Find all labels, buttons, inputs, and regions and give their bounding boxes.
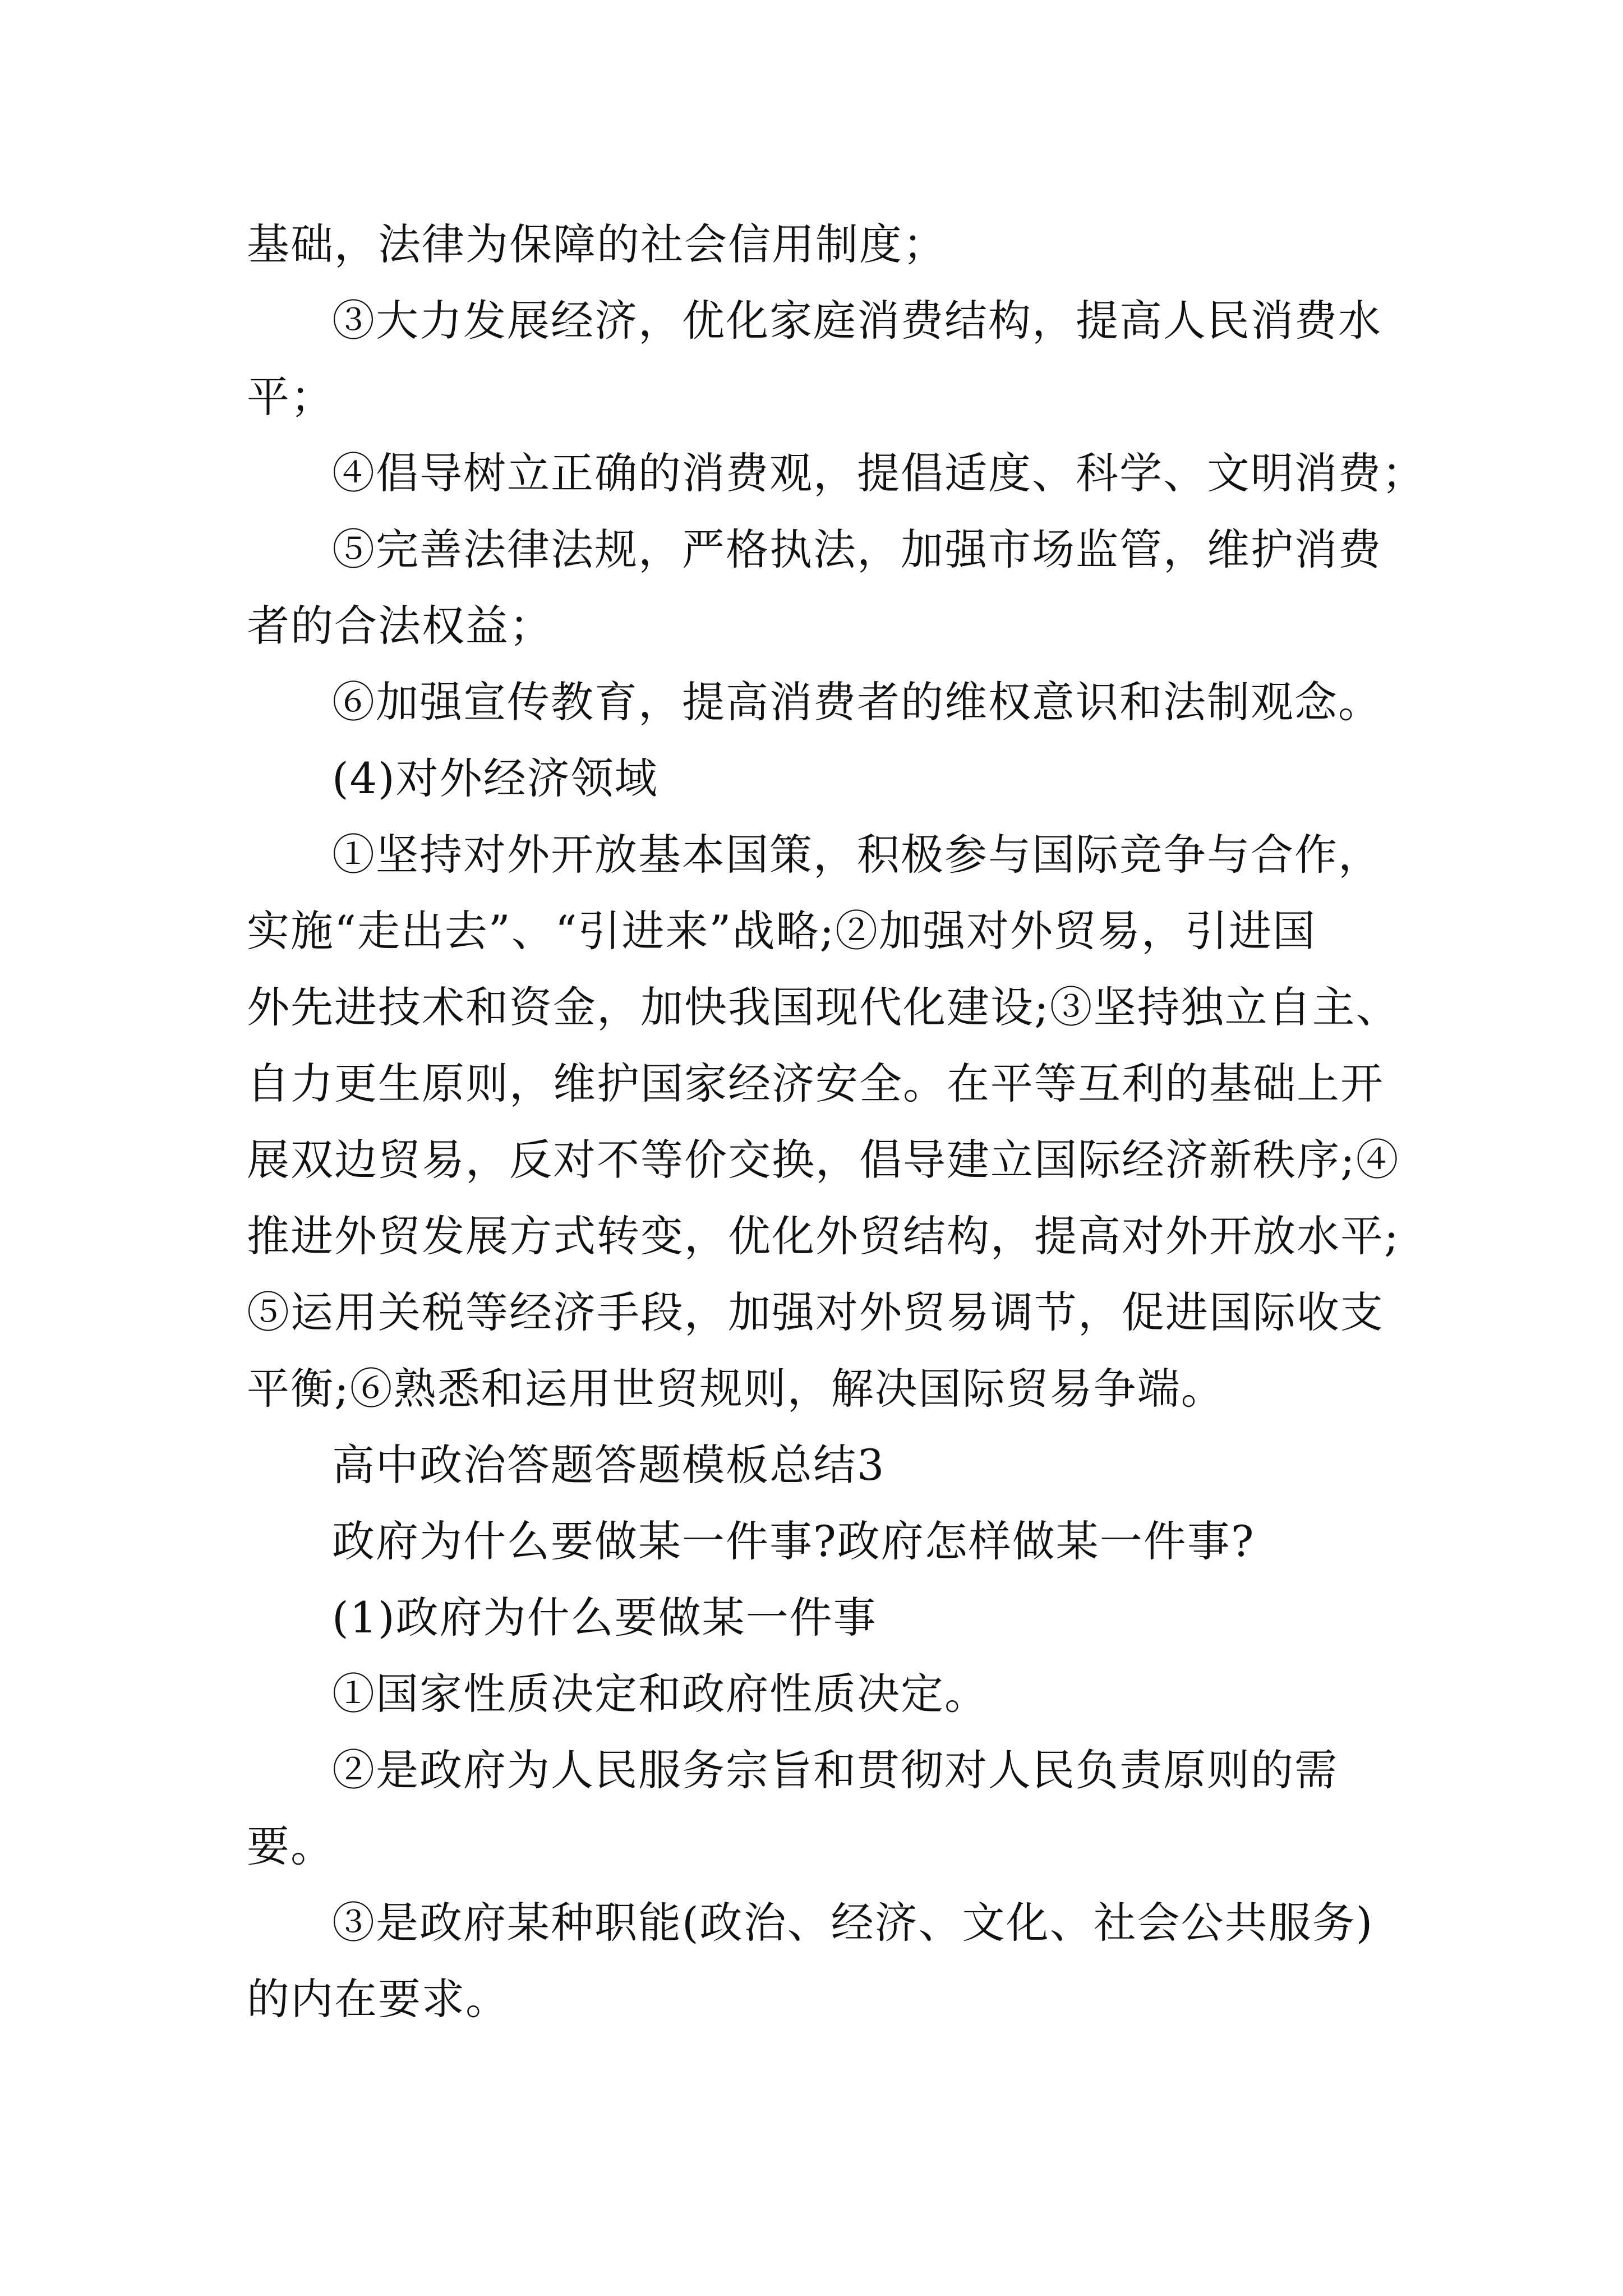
text-line: ③是政府某种职能(政治、经济、文化、社会公共服务) [332,1898,1374,1948]
text-line: ①坚持对外开放基本国策，积极参与国际竞争与合作， [332,830,1382,880]
text-line: ③大力发展经济，优化家庭消费结构，提高人民消费水 [332,296,1382,346]
text-line: ④倡导树立正确的消费观，提倡适度、科学、文明消费； [332,448,1426,498]
text-line: ⑤完善法律法规，严格执法，加强市场监管，维护消费 [332,524,1382,574]
text-line: ⑥加强宣传教育，提高消费者的维权意识和法制观念。 [332,677,1382,727]
section-heading: (4)对外经济领域 [332,753,658,803]
section-title: 高中政治答题答题模板总结3 [332,1440,886,1490]
text-line: 要。 [247,1821,334,1871]
text-line: 的内在要求。 [247,1974,509,2024]
question-line: 政府为什么要做某一件事?政府怎样做某一件事? [332,1516,1255,1566]
text-line: 基础，法律为保障的社会信用制度； [247,219,947,269]
text-line: ①国家性质决定和政府性质决定。 [332,1669,988,1719]
text-line: ②是政府为人民服务宗旨和贯彻对人民负责原则的需 [332,1745,1338,1795]
text-line: 平衡;⑥熟悉和运用世贸规则，解决国际贸易争端。 [247,1364,1225,1414]
text-line: 展双边贸易，反对不等价交换，倡导建立国际经济新秩序;④ [247,1135,1400,1185]
text-line: 实施“走出去”、“引进来”战略;②加强对外贸易，引进国 [247,906,1317,956]
document-body [247,206,1426,2037]
text-line: 自力更生原则，维护国家经济安全。在平等互利的基础上开 [247,1059,1384,1108]
text-line: 外先进技术和资金，加快我国现代化建设;③坚持独立自主、 [247,982,1400,1032]
text-line: ⑤运用关税等经济手段，加强对外贸易调节，促进国际收支 [247,1287,1384,1337]
text-line: 者的合法权益； [247,601,553,651]
section-heading: (1)政府为什么要做某一件事 [332,1593,877,1642]
text-line: 推进外贸发展方式转变，优化外贸结构，提高对外开放水平; [247,1211,1400,1261]
text-line: 平； [247,372,334,422]
